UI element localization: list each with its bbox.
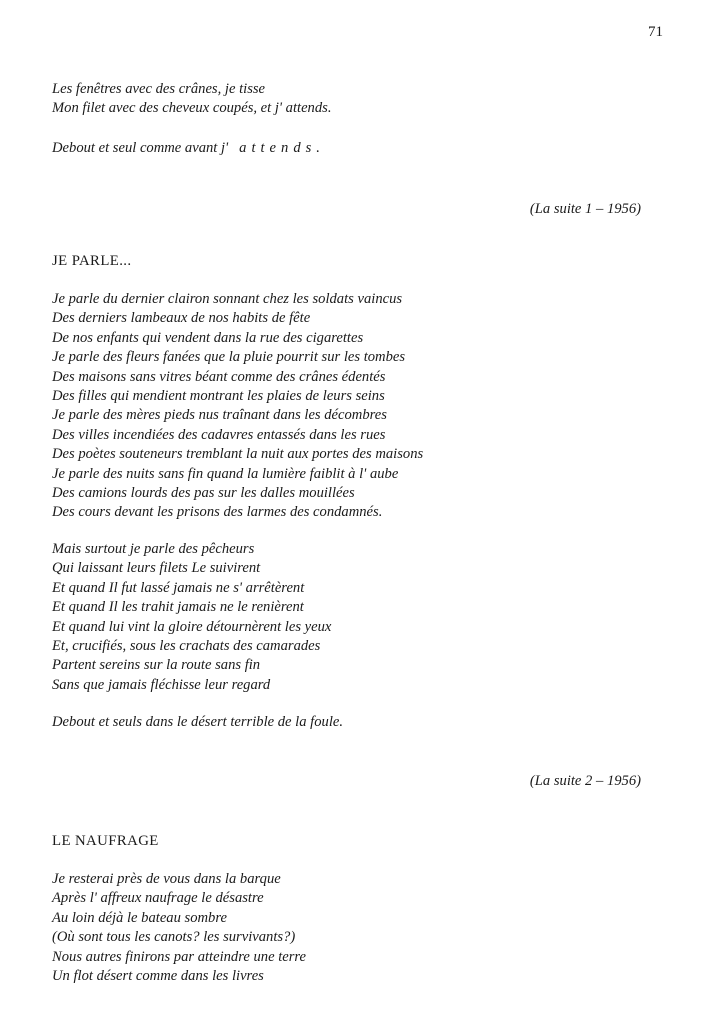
- poem2-title: JE PARLE...: [52, 253, 132, 269]
- page-number: 71: [648, 24, 663, 40]
- poem1-final-line: [52, 139, 325, 158]
- verse-line: Et quand lui vint la gloire détournèrent les yeux: [52, 618, 332, 635]
- poem3-title: LE NAUFRAGE: [52, 833, 159, 849]
- verse-line: Partent sereins sur la route sans fin: [52, 657, 261, 674]
- poem2-stanza2: [52, 540, 331, 695]
- verse-line: Nous autres finirons par atteindre une terre: [52, 948, 307, 965]
- verse-line: Des maisons sans vitres béant comme des crânes édentés: [52, 368, 386, 385]
- verse-line: Et quand Il les trahit jamais ne le renièrent: [52, 599, 304, 616]
- verse-line: Mais surtout je parle des pêcheurs: [52, 541, 255, 557]
- verse-line: Les fenêtres avec des crânes, je tisse: [52, 81, 266, 97]
- verse-line: Des poètes souteneurs tremblant la nuit aux portes des maisons: [52, 446, 424, 463]
- verse-line: Qui laissant leurs filets Le suivirent: [52, 560, 261, 577]
- verse-line: Je resterai près de vous dans la barque: [52, 871, 281, 887]
- verse-line: Et, crucifiés, sous les crachats des camarades: [52, 638, 321, 655]
- verse-line: Sans que jamais fléchisse leur regard: [52, 676, 271, 693]
- verse-line: Après l' affreux naufrage le désastre: [52, 890, 264, 907]
- verse-line: Des villes incendiées des cadavres entassés dans les rues: [52, 426, 386, 443]
- poem2-stanza1: [52, 290, 423, 523]
- verse-line: Des derniers lambeaux de nos habits de fête: [52, 310, 311, 327]
- verse-line: Au loin déjà le bateau sombre: [52, 909, 227, 926]
- poem1-stanza: [52, 80, 331, 119]
- verse-line: Je parle des fleurs fanées que la pluie pourrit sur les tombes: [52, 349, 406, 366]
- verse-line: Des camions lourds des pas sur les dalles mouillées: [52, 485, 355, 502]
- final-line-spaced: attends.: [239, 140, 325, 156]
- verse-line: De nos enfants qui vendent dans la rue des cigarettes: [52, 329, 364, 346]
- verse-line: (Où sont tous les canots? les survivants?): [52, 929, 296, 946]
- verse-line: Des cours devant les prisons des larmes des condamnés.: [52, 504, 383, 521]
- verse-line: Des filles qui mendient montrant les plaies de leurs seins: [52, 388, 385, 405]
- poem1-source: (La suite 1 – 1956): [529, 201, 641, 217]
- verse-line: Et quand Il fut lassé jamais ne s' arrêtèrent: [52, 579, 305, 596]
- poem3-stanza1: [52, 870, 306, 986]
- verse-line: Mon filet avec des cheveux coupés, et j' attends.: [52, 100, 332, 117]
- final-line-prefix: Debout et seul comme avant j': [52, 140, 229, 156]
- verse-line: Un flot désert comme dans les livres: [52, 968, 264, 985]
- poem2-final-line: Debout et seuls dans le désert terrible de la foule.: [52, 714, 344, 730]
- poem2-source: (La suite 2 – 1956): [529, 773, 641, 789]
- verse-line: Je parle des nuits sans fin quand la lumière faiblit à l' aube: [52, 465, 399, 482]
- verse-line: Je parle des mères pieds nus traînant dans les décombres: [52, 407, 387, 424]
- verse-line: Je parle du dernier clairon sonnant chez les soldats vaincus: [52, 291, 403, 307]
